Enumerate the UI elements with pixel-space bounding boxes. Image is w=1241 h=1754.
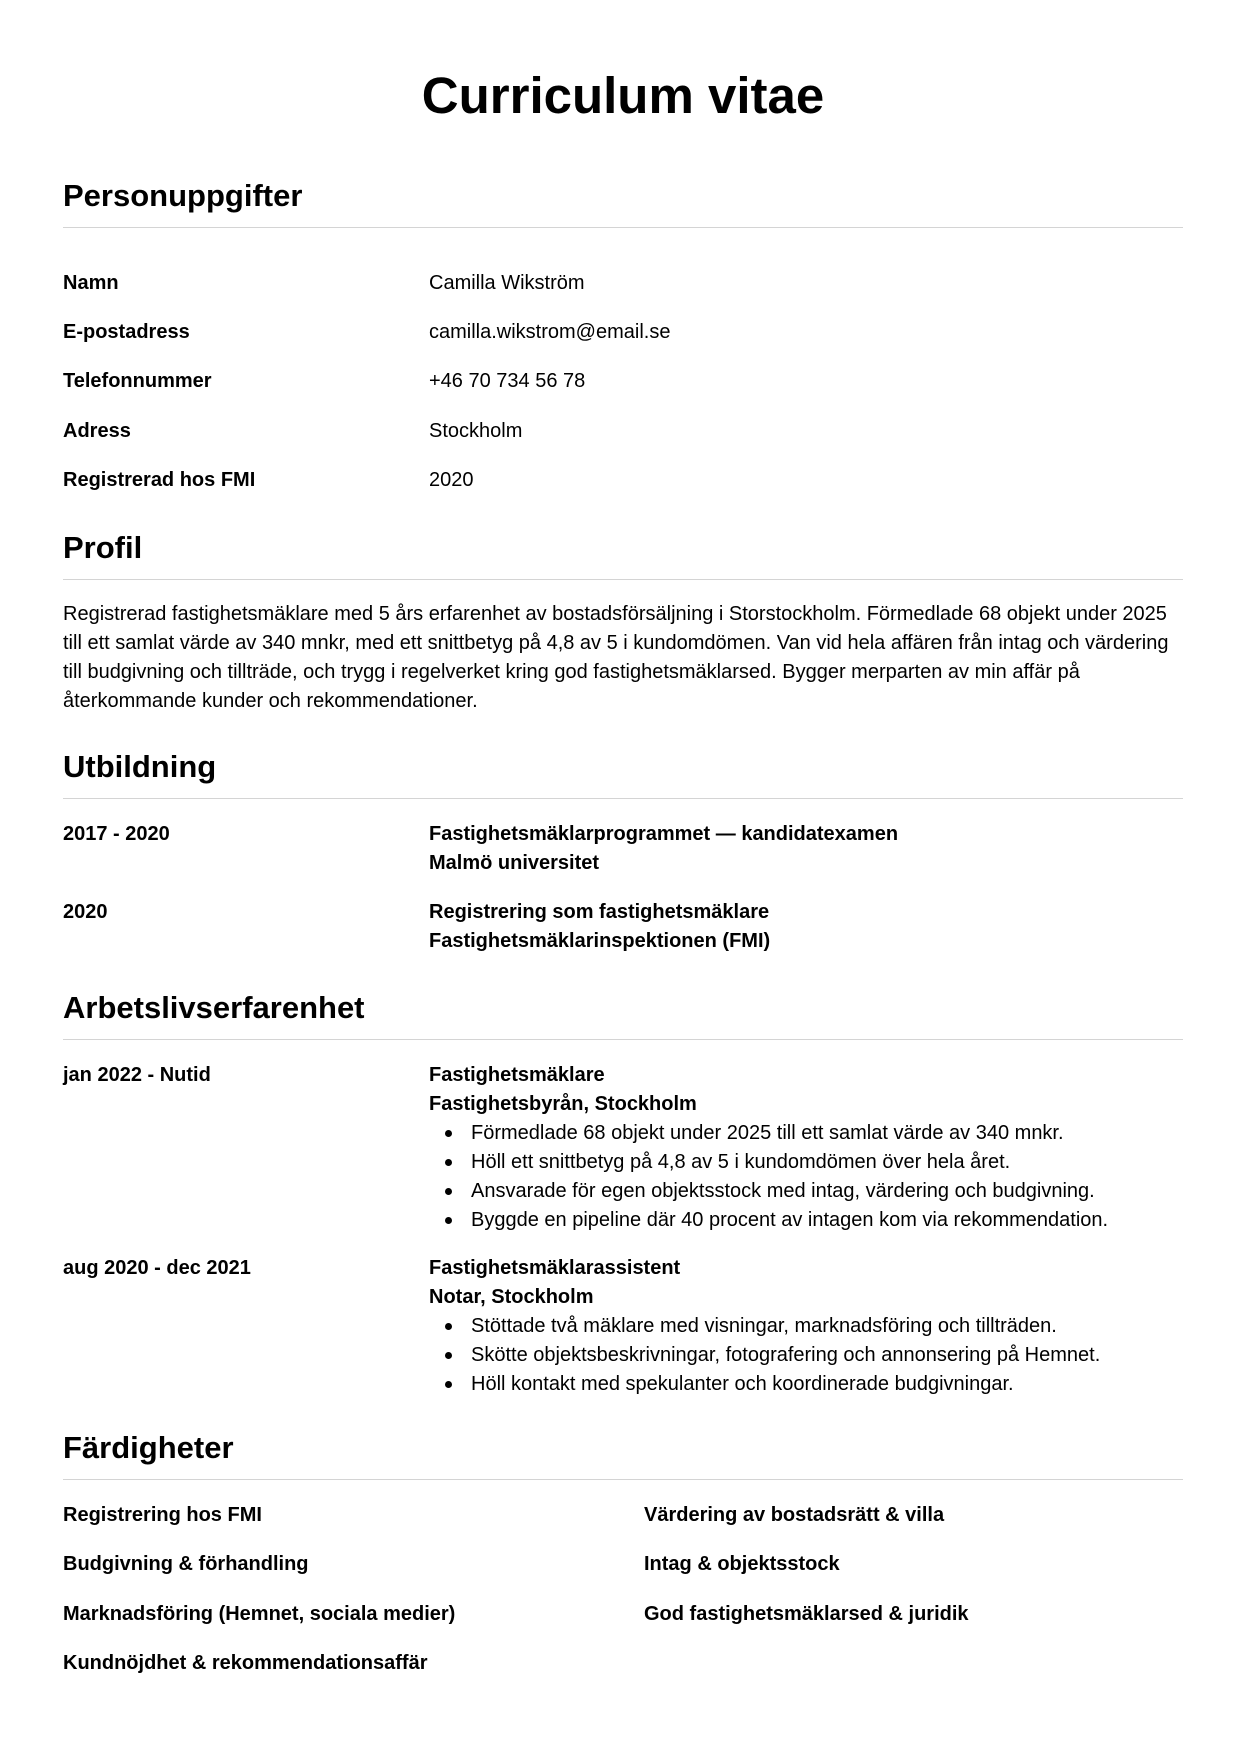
section-heading-personal: Personuppgifter xyxy=(63,178,303,213)
section-heading-education: Utbildning xyxy=(63,749,217,784)
experience-details xyxy=(429,1254,1100,1399)
education-title: Fastighetsmäklarprogrammet — kandidatexamen xyxy=(429,823,899,845)
section-heading-experience: Arbetslivserfarenhet xyxy=(63,990,365,1025)
section-divider xyxy=(63,1039,1183,1040)
section-divider xyxy=(63,579,1183,580)
section-divider xyxy=(63,1479,1183,1480)
field-label: Registrerad hos FMI xyxy=(63,469,256,491)
field-label: E-postadress xyxy=(63,321,190,343)
list-item: Höll kontakt med spekulanter och koordinerade budgivningar. xyxy=(429,1370,1100,1399)
skill-item: Marknadsföring (Hemnet, sociala medier) xyxy=(63,1603,456,1625)
field-label: Telefonnummer xyxy=(63,370,212,392)
field-label: Namn xyxy=(63,272,119,294)
job-employer: Fastighetsbyrån, Stockholm xyxy=(429,1093,697,1115)
section-skills xyxy=(63,1429,1183,1480)
section-heading-skills: Färdigheter xyxy=(63,1430,234,1465)
skill-item: Registrering hos FMI xyxy=(63,1504,262,1526)
list-item: Stöttade två mäklare med visningar, marknadsföring och tillträden. xyxy=(429,1312,1100,1341)
job-title: Fastighetsmäklare xyxy=(429,1064,605,1086)
list-item: Höll ett snittbetyg på 4,8 av 5 i kundomdömen över hela året. xyxy=(429,1148,1108,1177)
field-value: camilla.wikstrom@email.se xyxy=(429,321,671,343)
job-bullet-list xyxy=(429,1119,1108,1235)
section-personal xyxy=(63,177,1183,228)
section-experience xyxy=(63,989,1183,1040)
skill-item: Intag & objektsstock xyxy=(644,1553,840,1575)
education-item xyxy=(63,820,1183,878)
skill-item: Värdering av bostadsrätt & villa xyxy=(644,1504,945,1526)
section-divider xyxy=(63,798,1183,799)
job-employer: Notar, Stockholm xyxy=(429,1286,594,1308)
field-value: 2020 xyxy=(429,469,474,491)
field-value: Camilla Wikström xyxy=(429,272,585,294)
education-details xyxy=(429,820,898,878)
job-bullet-list xyxy=(429,1312,1100,1399)
skill-item: Budgivning & förhandling xyxy=(63,1553,309,1575)
document-title: Curriculum vitae xyxy=(421,67,825,124)
experience-details xyxy=(429,1061,1108,1235)
education-school: Fastighetsmäklarinspektionen (FMI) xyxy=(429,930,771,952)
education-period: 2017 - 2020 xyxy=(63,823,170,845)
experience-period: aug 2020 - dec 2021 xyxy=(63,1257,251,1279)
list-item: Byggde en pipeline där 40 procent av intagen kom via rekommendation. xyxy=(429,1206,1108,1235)
experience-period: jan 2022 - Nutid xyxy=(63,1064,211,1086)
education-details xyxy=(429,898,770,956)
field-label: Adress xyxy=(63,420,131,442)
section-heading-profile: Profil xyxy=(63,530,143,565)
education-period: 2020 xyxy=(63,901,108,923)
list-item: Ansvarade för egen objektsstock med intag, värdering och budgivning. xyxy=(429,1177,1108,1206)
education-school: Malmö universitet xyxy=(429,852,600,874)
section-divider xyxy=(63,227,1183,228)
skill-item: Kundnöjdhet & rekommendationsaffär xyxy=(63,1652,428,1674)
profile-text: Registrerad fastighetsmäklare med 5 års erfarenhet av bostadsförsäljning i Storstockholm. Förmedlade 68 objekt under 2025 till ett samlat värde av 340 mnkr, med ett snittbetyg på 4,8 av 5 i kundomdömen. Van vid hela affären från intag och värdering till budgivning och tillträde, och trygg i regelverket kring god fastighetsmäklarsed. Bygger merparten av min affär på återkommande kunder och rekommendationer. xyxy=(63,603,1169,712)
skill-item: God fastighetsmäklarsed & juridik xyxy=(644,1603,969,1625)
section-education xyxy=(63,748,1183,799)
job-title: Fastighetsmäklarassistent xyxy=(429,1257,681,1279)
list-item: Skötte objektsbeskrivningar, fotografering och annonsering på Hemnet. xyxy=(429,1341,1100,1370)
list-item: Förmedlade 68 objekt under 2025 till ett samlat värde av 340 mnkr. xyxy=(429,1119,1108,1148)
education-item xyxy=(63,898,1183,956)
education-title: Registrering som fastighetsmäklare xyxy=(429,901,770,923)
section-profile xyxy=(63,529,1183,580)
field-value: +46 70 734 56 78 xyxy=(429,370,586,392)
field-value: Stockholm xyxy=(429,420,523,442)
